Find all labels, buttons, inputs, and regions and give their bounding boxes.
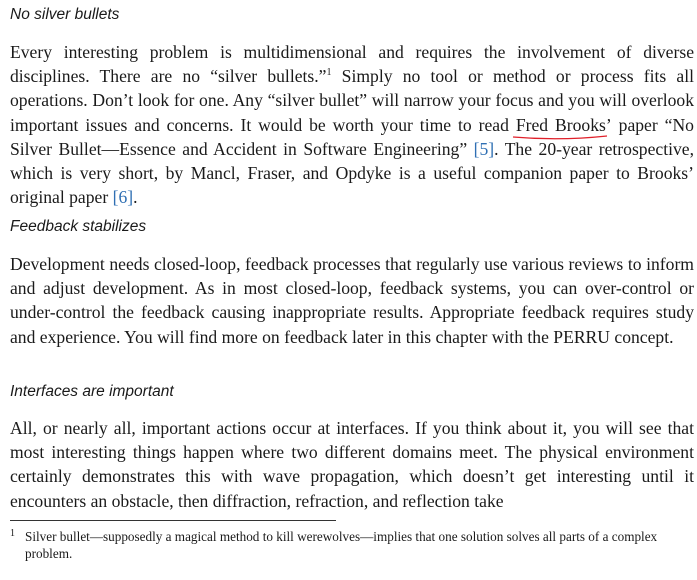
footnote-reference[interactable]: 1 [326,67,332,79]
text-run: . The 20-year retrospective, which is very short, by Mancl, Fraser, and Opdyke is a useful companion paper to Brooks’ original paper [10,138,694,208]
text-run: ” [459,138,474,159]
text-run: paper “ [611,114,673,135]
paragraph-interfaces-are-important: All, or nearly all, important actions occur at interfaces. If you think about it, you will see that most interesting things happen where two different domains meet. The physical environment certainly demonstrates this with wave propagation, which doesn’t get interesting until it encounters an obstacle, then diffraction, refraction, and reflection take [10,418,694,511]
footnote-divider [10,520,336,521]
heading-interfaces-are-important: Interfaces are important [10,383,174,400]
text-run: Every interesting problem is multidimensional and requires the involvement of diverse disciplines. There are no “silver bullets.” [10,42,694,87]
paragraph-feedback-stabilizes: Development needs closed-loop, feedback processes that regularly use various reviews to inform and adjust development. As in most closed-loop, feedback systems, you can over-control or under-control the feedback causing inappropriate results. Appropriate feedback requires study and experience. You will find more on feedback later in this chapter with the PERRU concept. [10,254,694,347]
footnote-mark: 1 [10,528,15,539]
title-text: No Silver Bullet—Essence and Accident in Software Engineering [10,114,694,159]
text-run: . [133,187,138,208]
underlined-author [516,115,612,135]
author-text: Fred Brooks’ [515,114,612,135]
citation-link-6[interactable]: [6] [112,187,134,208]
text-run: Simply no tool or method or process fits all operations. Don’t look for one. Any “silver bullet” will narrow your focus and you will overlook important issues and concerns. It would be worth your time to read [10,66,695,135]
footnote-text: Silver bullet—supposedly a magical method to kill werewolves—implies that one solution solves all parts of a complex problem. [25,529,658,561]
paragraph-no-silver-bullets [10,40,694,209]
citation-link-5[interactable]: [5] [473,138,495,159]
heading-no-silver-bullets: No silver bullets [10,6,120,23]
heading-feedback-stabilizes: Feedback stabilizes [10,218,147,235]
